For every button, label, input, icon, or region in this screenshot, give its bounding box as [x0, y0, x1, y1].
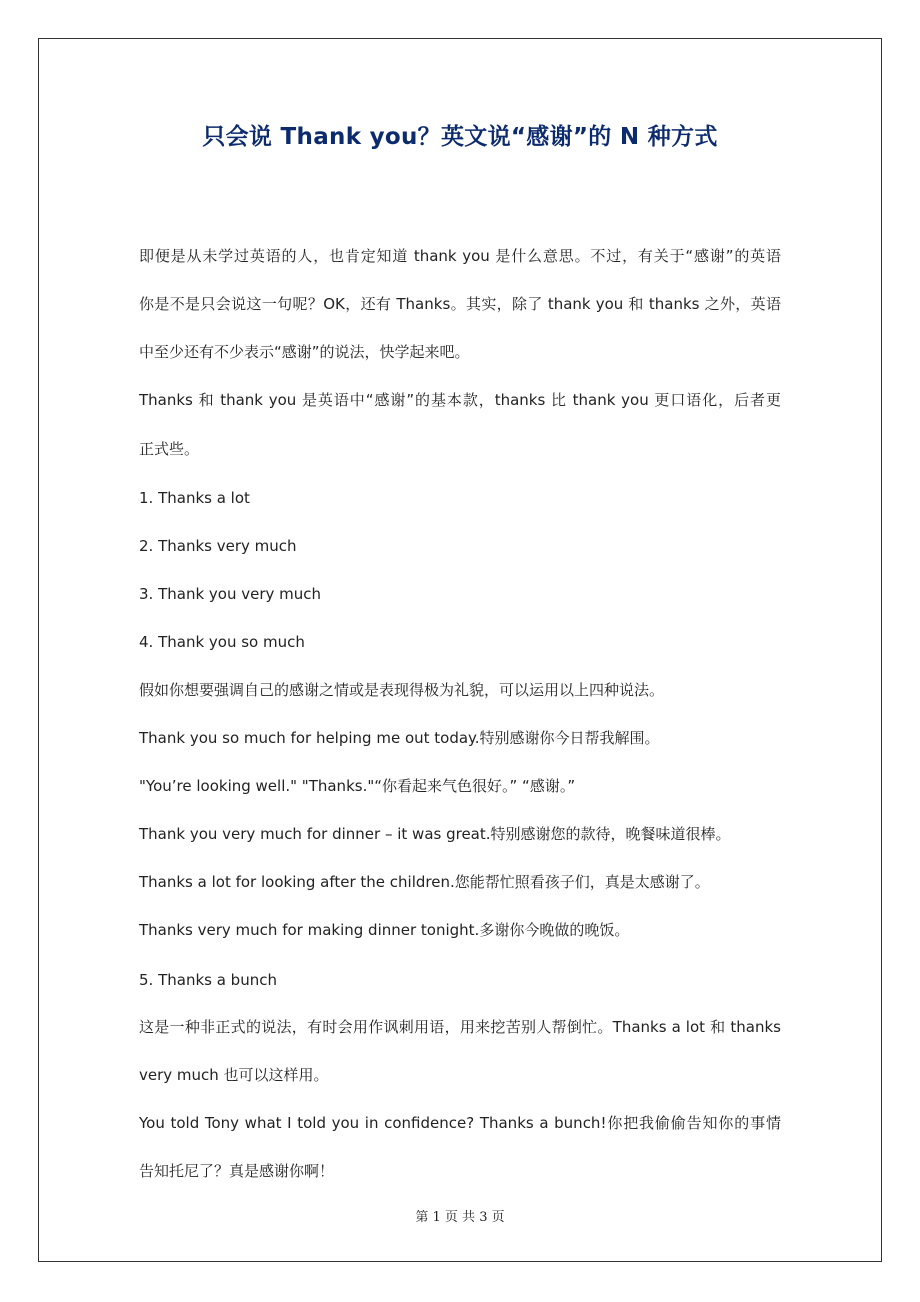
paragraph-line: 假如你想要强调自己的感谢之情或是表现得极为礼貌，可以运用以上四种说法。: [139, 681, 665, 699]
example-sentence: You told Tony what I told you in confidence? Thanks a bunch!你把我偷偷告知你的事情: [139, 1114, 781, 1132]
document-title: 只会说 Thank you？英文说“感谢”的 N 种方式: [202, 124, 718, 150]
paragraph-line: 中至少还有不少表示“感谢”的说法，快学起来吧。: [139, 343, 470, 361]
paragraph-line: 即便是从未学过英语的人，也肯定知道 thank you 是什么意思。不过，有关于“感谢”的英语: [139, 247, 781, 265]
paragraph-line: 这是一种非正式的说法，有时会用作讽刺用语，用来挖苦别人帮倒忙。Thanks a lot 和 thanks: [139, 1018, 781, 1036]
example-sentence: Thanks very much for making dinner tonight.多谢你今晚做的晚饭。: [139, 921, 630, 939]
paragraph-line: 你是不是只会说这一句呢？OK，还有 Thanks。其实，除了 thank you 和 thanks 之外，英语: [139, 295, 781, 313]
paragraph-line: 正式些。: [139, 440, 200, 458]
list-item: 5. Thanks a bunch: [139, 971, 277, 989]
example-sentence: Thank you so much for helping me out today.特别感谢你今日帮我解围。: [139, 729, 660, 747]
list-item: 1. Thanks a lot: [139, 489, 250, 507]
list-item: 2. Thanks very much: [139, 537, 297, 555]
paragraph-line: Thanks 和 thank you 是英语中“感谢”的基本款，thanks 比 thank you 更口语化，后者更: [139, 391, 781, 409]
example-sentence: "You’re looking well." "Thanks."“你看起来气色很好。” “感谢。”: [139, 777, 576, 795]
list-item: 3. Thank you very much: [139, 585, 322, 603]
example-sentence: Thanks a lot for looking after the children.您能帮忙照看孩子们，真是太感谢了。: [139, 873, 710, 891]
list-item: 4. Thank you so much: [139, 633, 305, 651]
paragraph-line: very much 也可以这样用。: [139, 1066, 329, 1084]
example-sentence: Thank you very much for dinner – it was great.特别感谢您的款待，晚餐味道很棒。: [139, 825, 731, 843]
page-footer: 第 1 页 共 3 页: [415, 1210, 505, 1225]
example-sentence: 告知托尼了？真是感谢你啊！: [139, 1162, 335, 1180]
